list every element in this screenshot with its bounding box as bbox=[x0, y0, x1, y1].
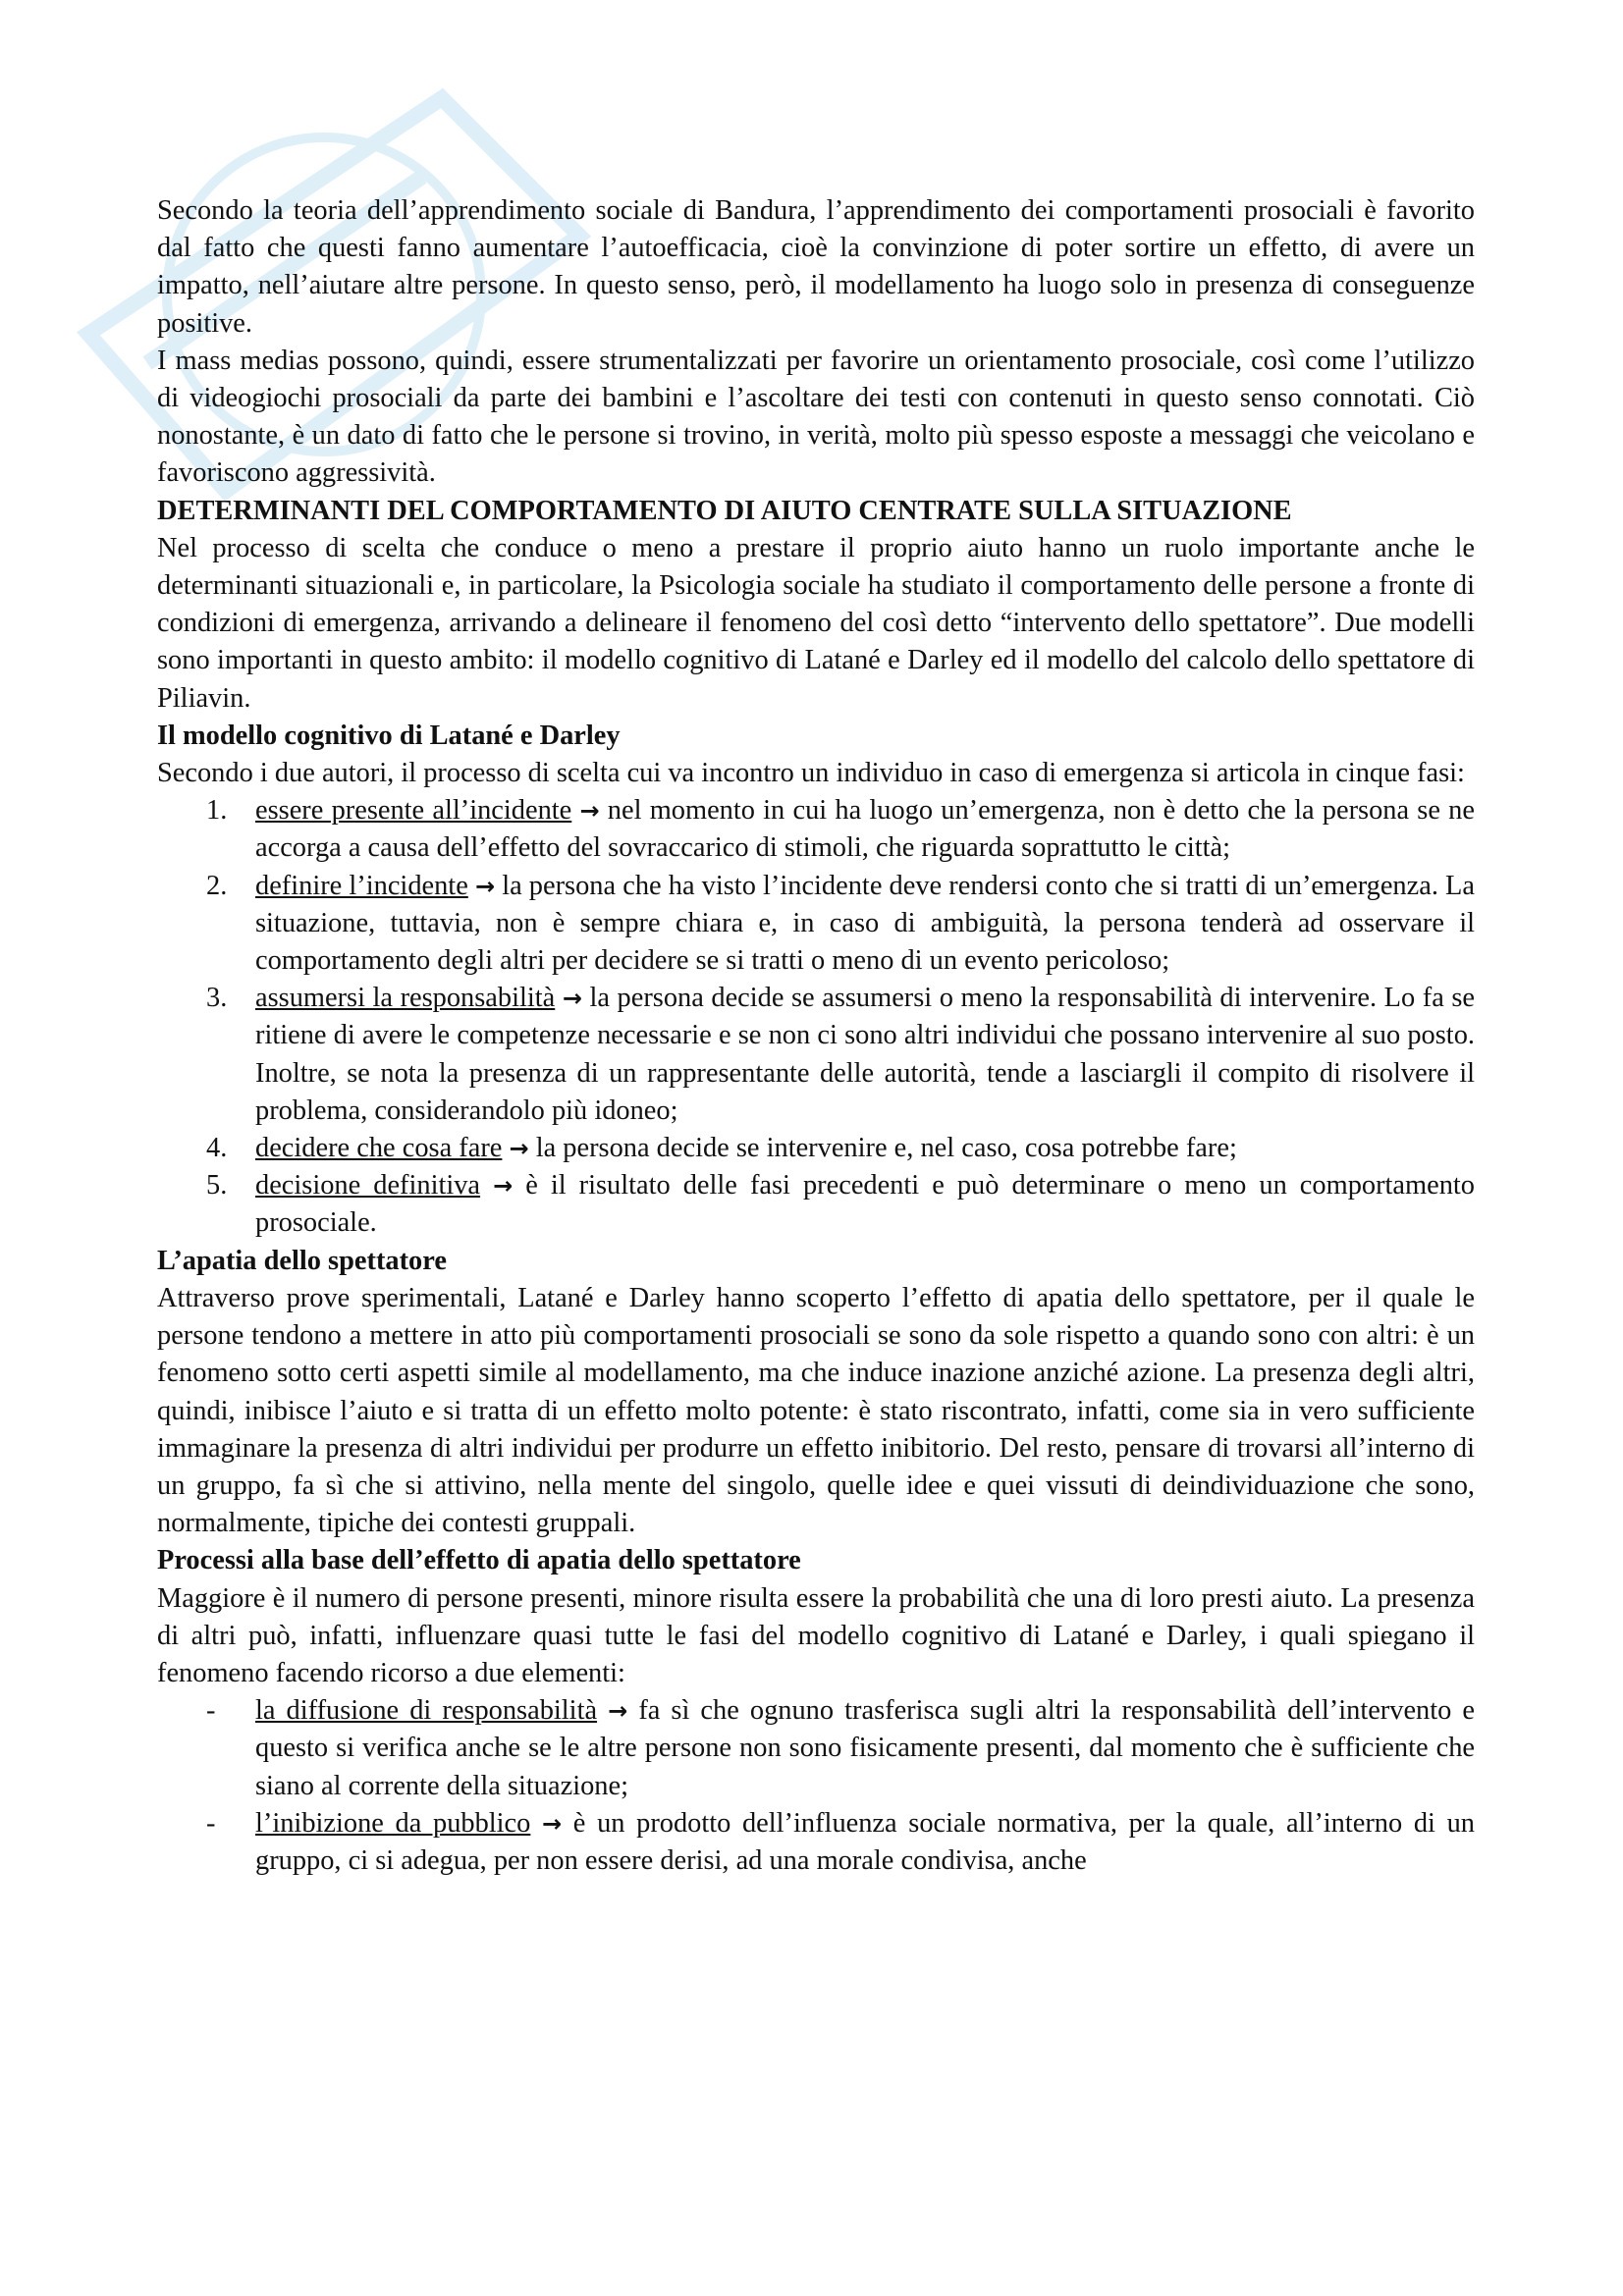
arrow-right-icon: → bbox=[474, 872, 496, 900]
list-text: nel momento in cui ha luogo un’emergenza, non è detto che la persona se ne accorga a causa dell’effetto del sovraccarico di stimoli, che riguarda soprattutto le città; bbox=[255, 795, 1475, 864]
list-text: la persona decide se intervenire e, nel caso, cosa potrebbe fare; bbox=[528, 1133, 1237, 1164]
list-bullet: - bbox=[206, 1807, 216, 1839]
list-term: l’inibizione da pubblico bbox=[255, 1807, 531, 1839]
list-item bbox=[157, 980, 1475, 1130]
list-number: 2. bbox=[206, 870, 228, 901]
list-number: 3. bbox=[206, 983, 228, 1014]
list-term: essere presente all’incidente bbox=[255, 795, 572, 827]
list-item bbox=[157, 1692, 1475, 1805]
paragraph-bandura: Secondo la teoria dell’apprendimento sociale di Bandura, l’apprendimento dei comportamenti prosociali è favorito dal fatto che questi fanno aumentare l’autoefficacia, cioè la convinzione di poter sortire un effetto, di avere un impatto, nell’aiutare altre persone. In questo senso, però, il modellamento ha luogo solo in presenza di conseguenze positive. bbox=[157, 195, 1475, 339]
list-number: 4. bbox=[206, 1133, 228, 1164]
paragraph-situazionali: Nel processo di scelta che conduce o meno a prestare il proprio aiuto hanno un ruolo importante anche le determinanti situazionali e, in particolare, la Psicologia sociale ha studiato il comportamento delle persone a fronte di condizioni di emergenza, arrivando a delineare il fenomeno del così detto “intervento dello spettatore”. Due modelli sono importanti in questo ambito: il modello cognitivo di Latané e Darley ed il modello del calcolo dello spettatore di Piliavin. bbox=[157, 532, 1475, 714]
paragraph-mass-media: I mass medias possono, quindi, essere strumentalizzati per favorire un orientamento prosociale, così come l’utilizzo di videogiochi prosociali da parte dei bambini e l’ascoltare dei testi con contenuti in questo senso connotati. Ciò nonostante, è un dato di fatto che le persone si trovino, in verità, molto più spesso esposte a messaggi che veicolano e favoriscono aggressività. bbox=[157, 345, 1475, 489]
list-item bbox=[157, 868, 1475, 981]
arrow-right-icon: → bbox=[542, 1809, 563, 1838]
list-term: assumersi la responsabilità bbox=[255, 983, 556, 1014]
list-number: 5. bbox=[206, 1170, 228, 1201]
list-term: decisione definitiva bbox=[255, 1170, 481, 1201]
processes-list bbox=[157, 1692, 1475, 1880]
list-term: definire l’incidente bbox=[255, 870, 468, 901]
paragraph-apatia: Attraverso prove sperimentali, Latané e Darley hanno scoperto l’effetto di apatia dello spettatore, per il quale le persone tendono a mettere in atto più comportamenti prosociali se sono da sole rispetto a quando sono con altri: è un fenomeno sotto certi aspetti simile al modellamento, ma che induce inazione anziché azione. La presenza degli altri, quindi, inibisce l’aiuto e si tratta di un effetto molto potente: è stato riscontrato, infatti, come sia in vero sufficiente immaginare la presenza di altri individui per produrre un effetto inibitorio. Del resto, pensare di trovarsi all’interno di un gruppo, fa sì che si attivino, nella mente del singolo, quelle idee e quei vissuti di deindividuazione che sono, normalmente, tipiche dei contesti gruppali. bbox=[157, 1282, 1475, 1539]
list-term: decidere che cosa fare bbox=[255, 1133, 503, 1164]
section-heading-determinanti: DETERMINANTI DEL COMPORTAMENTO DI AIUTO CENTRATE SULLA SITUAZIONE bbox=[157, 495, 1292, 526]
paragraph-processi: Maggiore è il numero di persone presenti, minore risulta essere la probabilità che una di loro presti aiuto. La presenza di altri può, infatti, influenzare quasi tutte le fasi del modello cognitivo di Latané e Darley, i quali spiegano il fenomeno facendo ricorso a due elementi: bbox=[157, 1582, 1475, 1688]
section-heading-apatia: L’apatia dello spettatore bbox=[157, 1245, 447, 1276]
list-term: la diffusione di responsabilità bbox=[255, 1695, 598, 1727]
list-item bbox=[157, 1130, 1475, 1167]
list-item bbox=[157, 792, 1475, 867]
list-text: è un prodotto dell’influenza sociale normativa, per la quale, all’interno di un gruppo, ci si adegua, per non essere derisi, ad una morale condivisa, anche bbox=[255, 1807, 1475, 1876]
arrow-right-icon: → bbox=[509, 1135, 529, 1163]
list-item bbox=[157, 1167, 1475, 1242]
list-bullet: - bbox=[206, 1695, 216, 1727]
list-text: la persona decide se assumersi o meno la responsabilità di intervenire. Lo fa se ritiene di avere le competenze necessarie e se non ci sono altri individui che possano intervenire al suo posto. Inoltre, se nota la presenza di un rappresentante delle autorità, tende a lasciargli il compito di risolvere il problema, considerandolo più idoneo; bbox=[255, 983, 1475, 1126]
arrow-right-icon: → bbox=[562, 985, 582, 1013]
list-text: la persona che ha visto l’incidente deve rendersi conto che si tratti di un’emergenza. La situazione, tuttavia, non è sempre chiara e, in caso di ambiguità, la persona tenderà ad osservare il comportamento degli altri per decidere se si tratti o meno di un evento pericoloso; bbox=[255, 870, 1476, 977]
section-heading-modello-cognitivo: Il modello cognitivo di Latané e Darley bbox=[157, 720, 621, 751]
arrow-right-icon: → bbox=[608, 1697, 628, 1726]
arrow-right-icon: → bbox=[493, 1172, 514, 1201]
list-item bbox=[157, 1805, 1475, 1880]
document-page bbox=[157, 192, 1475, 1880]
list-text: è il risultato delle fasi precedenti e può determinare o meno un comportamento prosociale. bbox=[255, 1170, 1475, 1239]
section-heading-processi: Processi alla base dell’effetto di apatia dello spettatore bbox=[157, 1545, 801, 1576]
list-text: fa sì che ognuno trasferisca sugli altri la responsabilità dell’intervento e questo si verifica anche se le altre persone non sono fisicamente presenti, dal momento che è sufficiente che siano al corrente della situazione; bbox=[255, 1695, 1475, 1801]
paragraph-cinque-fasi: Secondo i due autori, il processo di scelta cui va incontro un individuo in caso di emergenza si articola in cinque fasi: bbox=[157, 758, 1465, 789]
list-number: 1. bbox=[206, 795, 228, 827]
arrow-right-icon: → bbox=[579, 797, 600, 826]
phases-list bbox=[157, 792, 1475, 1242]
